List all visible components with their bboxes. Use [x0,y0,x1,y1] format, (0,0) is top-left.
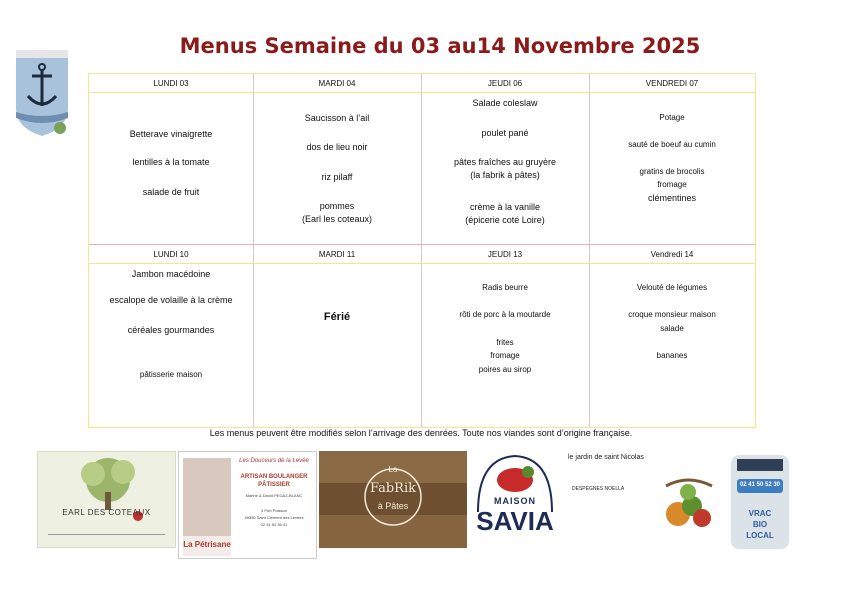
menu-cell [89,93,253,244]
boulangerie-logo [178,451,317,559]
holiday-label: Férié [323,311,351,323]
jardin-saint-nicolas-logo [564,452,714,562]
bakery-owners: Marine & David PEGAZ-BLANC [245,493,303,498]
menu-cell [253,264,421,427]
vrac-bio-local-logo [731,455,789,549]
menu-item: salade de fruit [142,187,200,197]
footer-note: Les menus peuvent être modifiés selon l’arrivage des denrées. Toute nos viandes sont d’origine française. [209,428,633,438]
menu-item: poires au sirop [478,365,532,374]
bakery-address1: 3 Port Poisson [260,508,287,513]
shop-name: La Pétrisane [183,540,231,549]
day-header: MARDI 11 [318,250,356,259]
menu-item: pâtes fraîches au gruyère (la fabrik à pâtes) [453,157,557,180]
bakery-brand: Les Douceurs de la Levée [239,458,309,464]
menu-item: frites [496,338,514,347]
vrac-line2: BIO [752,520,768,529]
menu-item: lentilles à la tomate [132,157,210,167]
vrac-line3: LOCAL [746,531,774,540]
menu-item: dos de lieu noir [306,142,368,152]
menu-item: Saucisson à l’ail [304,113,370,123]
fabrik-line3: à Pâtes [377,501,409,511]
jardin-name: DESPEGNES NOELLA [572,486,625,492]
menu-item: Jambon macédoine [131,269,211,279]
earl-coteaux-logo [37,451,176,548]
menu-item: Radis beurre [482,283,528,292]
menu-item: escalope de volaille à la crème [109,295,233,305]
day-header: JEUDI 13 [487,250,523,259]
menu-item: crème à la vanille (épicerie coté Loire) [465,202,545,225]
menu-item: fromage [490,351,520,360]
day-header: LUNDI 03 [153,79,189,88]
menu-cell [589,93,755,244]
town-crest-logo [12,48,72,138]
menu-item: Velouté de légumes [636,283,708,292]
menu-item: croque monsieur maison [628,310,716,319]
savia-line2: SAVIA [476,506,554,536]
menu-item: céréales gourmandes [127,325,215,335]
menu-cell [589,264,755,427]
day-header: VENDREDI 07 [645,79,699,88]
menu-cell [421,264,589,427]
menu-cell [421,93,589,244]
menu-item: Betterave vinaigrette [129,129,213,139]
menu-item: clémentines [647,193,697,203]
menu-item: fromage [657,180,687,189]
menu-item: riz pilaff [321,172,353,182]
fabrik-a-pates-logo [319,451,467,548]
bakery-phone: 02 41 52 35 41 [260,522,288,527]
day-header: MARDI 04 [318,79,356,88]
earl-coteaux-name: EARL DES COTEAUX [62,508,151,517]
fabrik-line1: La [388,465,398,474]
vrac-phone: 02 41 50 52 30 [739,482,781,488]
menu-item: pâtisserie maison [139,370,203,379]
menu-cell [89,264,253,427]
menu-item: bananes [656,351,688,360]
menu-item: salade [660,324,684,333]
bakery-line2: PÂTISSIER [258,482,290,488]
bakery-line1: ARTISAN BOULANGER [240,474,308,480]
menu-item: Salade coleslaw [472,98,538,108]
jardin-title: le jardin de saint Nicolas [568,454,644,461]
day-header: JEUDI 06 [487,79,523,88]
maison-savia-logo [472,452,558,552]
page-title: Menus Semaine du 03 au14 Novembre 2025 [179,34,701,58]
menu-item: sauté de boeuf au cumin [628,140,716,149]
savia-line1: MAISON [494,496,536,506]
vrac-line1: VRAC [748,509,772,518]
menu-item: Potage [659,113,685,122]
day-header: LUNDI 10 [153,250,189,259]
fabrik-line2: FabRik [369,481,417,496]
menu-item: pommes (Earl les coteaux) [301,201,373,224]
menu-item: poulet pané [481,128,529,138]
menu-item: rôti de porc à la moutarde [459,310,551,319]
menu-table [88,73,756,428]
day-header: Vendredi 14 [650,250,694,259]
bakery-address2: 49350 Saint Clément des Levées [244,515,304,520]
menu-item: gratins de brocolis [639,167,705,176]
menu-cell [253,93,421,244]
